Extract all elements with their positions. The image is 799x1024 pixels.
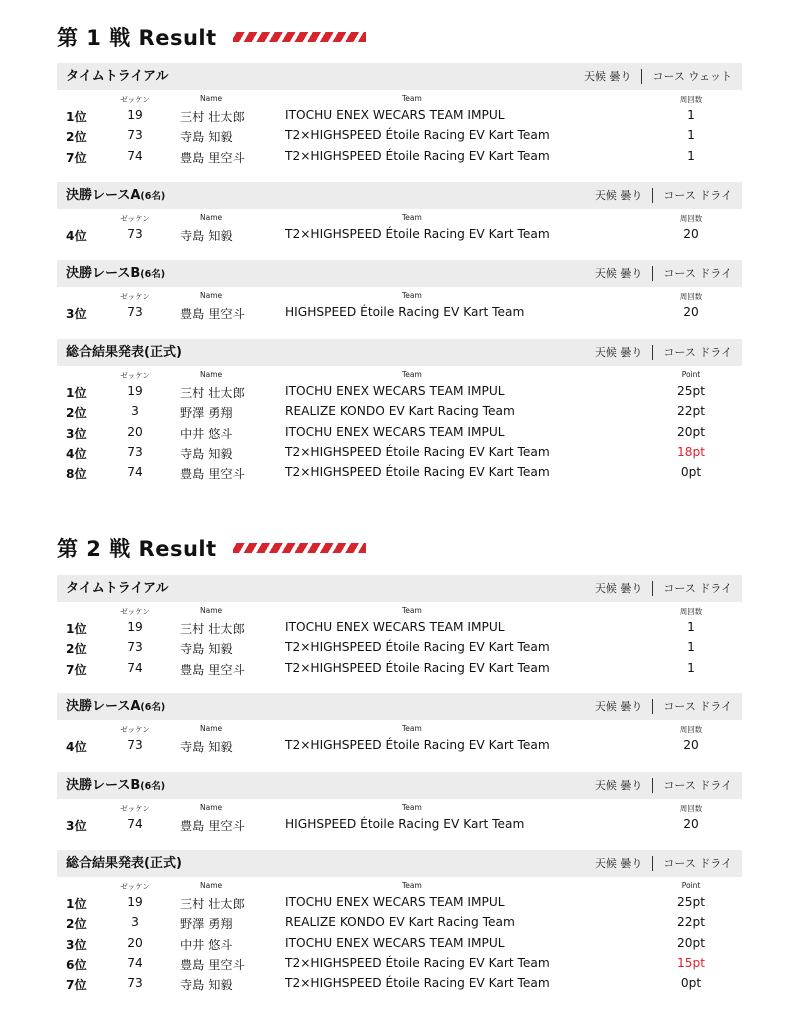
rank: 4位 — [66, 446, 87, 461]
section-final-b — [57, 772, 742, 835]
team-name: T2×HIGHSPEED Étoile Racing EV Kart Team — [285, 640, 550, 655]
rank: 1位 — [66, 110, 87, 124]
car-number: 3 — [131, 915, 139, 930]
driver-name: 三村 壮太郎 — [180, 622, 245, 636]
rank: 7位 — [66, 978, 87, 993]
col-name: Name — [200, 291, 223, 300]
car-number: 73 — [127, 640, 143, 655]
conditions — [595, 182, 732, 209]
col-team: Team — [402, 606, 422, 615]
course-condition: コース ドライ — [663, 779, 732, 792]
section-time-trial — [57, 63, 742, 167]
result-value: 20 — [683, 227, 699, 241]
course-condition: コース ドライ — [663, 700, 732, 713]
driver-name: 寺島 知毅 — [180, 446, 233, 461]
driver-name: 寺島 知毅 — [180, 642, 233, 657]
team-name: T2×HIGHSPEED Étoile Racing EV Kart Team — [285, 128, 550, 143]
col-value: 周回数 — [679, 607, 703, 616]
divider — [652, 581, 653, 596]
conditions — [595, 850, 732, 877]
result-value: 22pt — [676, 915, 706, 930]
result-row — [57, 463, 742, 483]
col-num: ゼッケン — [120, 882, 150, 891]
col-num: ゼッケン — [120, 371, 150, 380]
weather: 天候 曇り — [594, 582, 643, 595]
car-number: 20 — [127, 424, 143, 439]
conditions — [595, 693, 732, 720]
car-number: 73 — [127, 738, 143, 752]
car-number: 73 — [127, 227, 143, 241]
weather: 天候 曇り — [594, 857, 643, 870]
result-row — [57, 815, 742, 835]
course-condition: コース ドライ — [663, 582, 732, 595]
result-row — [57, 893, 742, 913]
result-row — [57, 106, 742, 126]
driver-name: 寺島 知毅 — [180, 978, 233, 993]
race-stripes-decoration — [233, 543, 366, 553]
car-number: 3 — [131, 404, 139, 419]
car-number: 73 — [127, 305, 143, 319]
rank: 1位 — [66, 622, 87, 636]
team-name: ITOCHU ENEX WECARS TEAM IMPUL — [285, 424, 505, 439]
col-team: Team — [402, 370, 422, 379]
section-header — [57, 850, 742, 877]
result-row — [57, 659, 742, 679]
course-condition: コース ドライ — [663, 267, 732, 280]
course-condition: コース ドライ — [663, 189, 732, 202]
rank: 4位 — [66, 740, 87, 754]
column-headers — [57, 90, 742, 106]
car-number: 20 — [127, 935, 143, 950]
col-team: Team — [402, 291, 422, 300]
col-num: ゼッケン — [120, 607, 150, 616]
result-value: 25pt — [676, 895, 706, 909]
car-number: 73 — [127, 444, 143, 459]
team-name: HIGHSPEED Étoile Racing EV Kart Team — [285, 817, 525, 831]
result-value: 25pt — [676, 384, 706, 398]
col-num: ゼッケン — [120, 214, 150, 223]
col-name: Name — [200, 606, 223, 615]
driver-name: 野澤 勇翔 — [180, 917, 233, 932]
team-name: HIGHSPEED Étoile Racing EV Kart Team — [285, 305, 525, 319]
car-number: 19 — [127, 895, 143, 909]
result-value: 1 — [687, 108, 695, 122]
col-name: Name — [200, 724, 223, 733]
col-num: ゼッケン — [120, 804, 150, 813]
col-value: Point — [681, 370, 701, 379]
rank: 8位 — [66, 467, 87, 482]
result-row — [57, 382, 742, 402]
result-row — [57, 736, 742, 756]
section-title: 決勝レースA(6名) — [66, 188, 166, 203]
result-value: 1 — [687, 660, 695, 675]
car-number: 74 — [127, 955, 143, 970]
section-title: 決勝レースA(6名) — [66, 699, 166, 714]
result-row — [57, 303, 742, 323]
rank: 7位 — [66, 150, 87, 165]
col-name: Name — [200, 213, 223, 222]
result-value: 20pt — [676, 935, 706, 950]
section-header — [57, 339, 742, 366]
team-name: T2×HIGHSPEED Étoile Racing EV Kart Team — [285, 660, 550, 675]
driver-name: 寺島 知毅 — [180, 740, 233, 754]
team-name: T2×HIGHSPEED Étoile Racing EV Kart Team — [285, 465, 550, 480]
car-number: 74 — [127, 148, 143, 163]
weather: 天候 曇り — [594, 779, 643, 792]
result-row — [57, 147, 742, 167]
col-value: 周回数 — [679, 804, 703, 813]
divider — [652, 345, 653, 360]
conditions — [595, 575, 732, 602]
driver-name: 豊島 里空斗 — [180, 662, 245, 677]
col-name: Name — [200, 881, 223, 890]
race-title: 第 1 戦 Result — [57, 26, 217, 50]
driver-name: 三村 壮太郎 — [180, 110, 245, 124]
team-name: ITOCHU ENEX WECARS TEAM IMPUL — [285, 620, 505, 634]
section-header — [57, 260, 742, 287]
rank: 3位 — [66, 937, 87, 952]
column-headers — [57, 877, 742, 893]
section-title: タイムトライアル — [66, 69, 169, 84]
result-row — [57, 402, 742, 422]
rank: 1位 — [66, 386, 87, 400]
team-name: REALIZE KONDO EV Kart Racing Team — [285, 404, 515, 419]
section-overall — [57, 850, 742, 994]
driver-name: 三村 壮太郎 — [180, 897, 245, 911]
column-headers — [57, 720, 742, 736]
car-number: 19 — [127, 620, 143, 634]
divider — [652, 856, 653, 871]
result-value-highlight: 18pt — [676, 444, 706, 459]
col-team: Team — [402, 94, 422, 103]
col-team: Team — [402, 803, 422, 812]
divider — [641, 69, 642, 84]
col-value: 周回数 — [679, 95, 703, 104]
divider — [652, 778, 653, 793]
race-stripes-decoration — [233, 32, 366, 42]
race-title-bar — [57, 532, 366, 564]
course-condition: コース ウェット — [652, 70, 732, 83]
result-value: 0pt — [680, 976, 702, 991]
section-header — [57, 772, 742, 799]
team-name: ITOCHU ENEX WECARS TEAM IMPUL — [285, 108, 505, 122]
team-name: ITOCHU ENEX WECARS TEAM IMPUL — [285, 384, 505, 398]
column-headers — [57, 287, 742, 303]
team-name: T2×HIGHSPEED Étoile Racing EV Kart Team — [285, 738, 550, 752]
rank: 4位 — [66, 229, 87, 243]
team-name: ITOCHU ENEX WECARS TEAM IMPUL — [285, 895, 505, 909]
col-team: Team — [402, 724, 422, 733]
race-title: 第 2 戦 Result — [57, 537, 217, 561]
result-value-highlight: 15pt — [676, 955, 706, 970]
result-row — [57, 638, 742, 658]
team-name: T2×HIGHSPEED Étoile Racing EV Kart Team — [285, 148, 550, 163]
race-title-bar — [57, 21, 366, 53]
team-name: T2×HIGHSPEED Étoile Racing EV Kart Team — [285, 227, 550, 241]
result-value: 20 — [683, 817, 699, 831]
driver-name: 野澤 勇翔 — [180, 406, 233, 421]
driver-name: 豊島 里空斗 — [180, 307, 245, 321]
car-number: 73 — [127, 976, 143, 991]
weather: 天候 曇り — [594, 700, 643, 713]
result-row — [57, 934, 742, 954]
driver-name: 寺島 知毅 — [180, 229, 233, 243]
driver-name: 三村 壮太郎 — [180, 386, 245, 400]
driver-name: 豊島 里空斗 — [180, 150, 245, 165]
section-final-b — [57, 260, 742, 323]
col-value: Point — [681, 881, 701, 890]
section-title: 総合結果発表(正式) — [66, 856, 182, 871]
car-number: 74 — [127, 817, 143, 831]
rank: 3位 — [66, 307, 87, 321]
result-value: 22pt — [676, 404, 706, 419]
section-header — [57, 693, 742, 720]
section-title: 決勝レースB(6名) — [66, 266, 166, 281]
conditions — [595, 260, 732, 287]
col-value: 周回数 — [679, 214, 703, 223]
divider — [652, 699, 653, 714]
result-value: 1 — [687, 640, 695, 655]
col-team: Team — [402, 881, 422, 890]
result-value: 20 — [683, 305, 699, 319]
team-name: T2×HIGHSPEED Étoile Racing EV Kart Team — [285, 955, 550, 970]
result-value: 20 — [683, 738, 699, 752]
course-condition: コース ドライ — [663, 857, 732, 870]
result-row — [57, 423, 742, 443]
driver-name: 豊島 里空斗 — [180, 957, 245, 972]
column-headers — [57, 366, 742, 382]
rank: 7位 — [66, 662, 87, 677]
column-headers — [57, 209, 742, 225]
result-row — [57, 443, 742, 463]
team-name: T2×HIGHSPEED Étoile Racing EV Kart Team — [285, 976, 550, 991]
rank: 2位 — [66, 917, 87, 932]
result-value: 20pt — [676, 424, 706, 439]
result-row — [57, 618, 742, 638]
result-row — [57, 225, 742, 245]
divider — [652, 188, 653, 203]
column-headers — [57, 602, 742, 618]
rank: 3位 — [66, 426, 87, 441]
rank: 3位 — [66, 819, 87, 833]
weather: 天候 曇り — [583, 70, 632, 83]
team-name: REALIZE KONDO EV Kart Racing Team — [285, 915, 515, 930]
conditions — [595, 339, 732, 366]
result-value: 1 — [687, 620, 695, 634]
section-title: タイムトライアル — [66, 581, 169, 596]
course-condition: コース ドライ — [663, 346, 732, 359]
team-name: T2×HIGHSPEED Étoile Racing EV Kart Team — [285, 444, 550, 459]
weather: 天候 曇り — [594, 346, 643, 359]
section-title: 決勝レースB(6名) — [66, 778, 166, 793]
section-header — [57, 575, 742, 602]
col-num: ゼッケン — [120, 95, 150, 104]
driver-name: 寺島 知毅 — [180, 130, 233, 145]
weather: 天候 曇り — [594, 267, 643, 280]
col-name: Name — [200, 803, 223, 812]
result-row — [57, 974, 742, 994]
section-title: 総合結果発表(正式) — [66, 345, 182, 360]
result-value: 1 — [687, 148, 695, 163]
section-final-a — [57, 182, 742, 245]
rank: 2位 — [66, 642, 87, 657]
col-num: ゼッケン — [120, 725, 150, 734]
weather: 天候 曇り — [594, 189, 643, 202]
column-headers — [57, 799, 742, 815]
col-team: Team — [402, 213, 422, 222]
col-num: ゼッケン — [120, 292, 150, 301]
conditions — [584, 63, 732, 90]
rank: 2位 — [66, 130, 87, 145]
section-overall — [57, 339, 742, 483]
section-header — [57, 182, 742, 209]
rank: 1位 — [66, 897, 87, 911]
driver-name: 豊島 里空斗 — [180, 467, 245, 482]
driver-name: 豊島 里空斗 — [180, 819, 245, 833]
result-row — [57, 954, 742, 974]
conditions — [595, 772, 732, 799]
driver-name: 中井 悠斗 — [180, 937, 233, 952]
col-name: Name — [200, 370, 223, 379]
result-value: 1 — [687, 128, 695, 143]
section-time-trial — [57, 575, 742, 679]
car-number: 19 — [127, 384, 143, 398]
col-name: Name — [200, 94, 223, 103]
section-header — [57, 63, 742, 90]
car-number: 74 — [127, 465, 143, 480]
car-number: 74 — [127, 660, 143, 675]
team-name: ITOCHU ENEX WECARS TEAM IMPUL — [285, 935, 505, 950]
rank: 6位 — [66, 957, 87, 972]
car-number: 19 — [127, 108, 143, 122]
car-number: 73 — [127, 128, 143, 143]
result-value: 0pt — [680, 465, 702, 480]
col-value: 周回数 — [679, 725, 703, 734]
col-value: 周回数 — [679, 292, 703, 301]
result-row — [57, 126, 742, 146]
result-row — [57, 913, 742, 933]
rank: 2位 — [66, 406, 87, 421]
section-final-a — [57, 693, 742, 756]
divider — [652, 266, 653, 281]
driver-name: 中井 悠斗 — [180, 426, 233, 441]
